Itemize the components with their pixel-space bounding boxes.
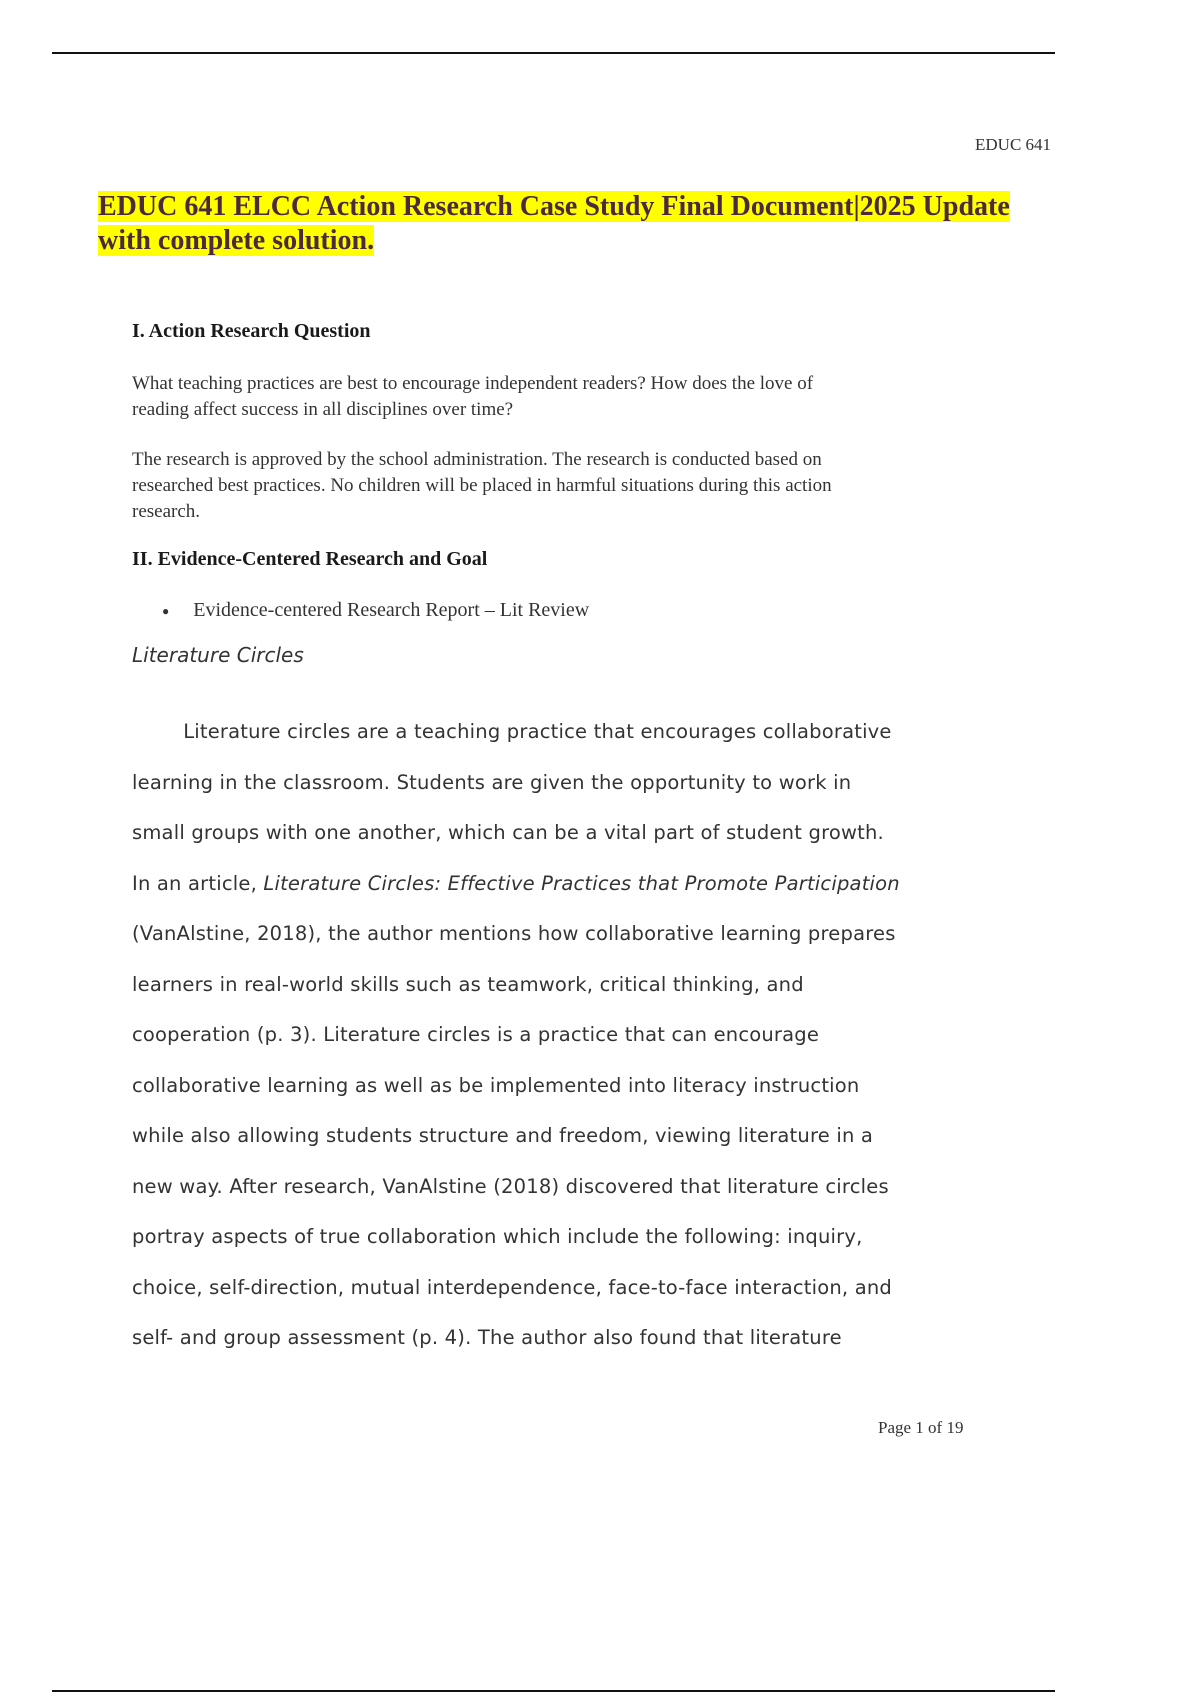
body-text: while also allowing students structure and freedom, viewing literature in a <box>132 1124 874 1147</box>
subheading-literature-circles: Literature Circles <box>132 643 304 667</box>
text-line: reading affect success in all disciplines over time? <box>132 399 514 420</box>
body-line <box>132 969 900 1020</box>
bullet-icon: ● <box>162 604 170 619</box>
text-line: research. <box>132 501 201 522</box>
body-line <box>132 1070 900 1121</box>
body-text: portray aspects of true collaboration which include the following: inquiry, <box>132 1225 863 1248</box>
text-line: What teaching practices are best to encourage independent readers? How does the love of <box>132 373 814 394</box>
body-text: learners in real-world skills such as teamwork, critical thinking, and <box>132 972 804 996</box>
bullet-item <box>162 597 589 624</box>
title-line-1: EDUC 641 ELCC Action Research Case Study Final Document|2025 Update <box>98 191 1010 222</box>
body-text: Literature circles are a teaching practice that encourages collaborative <box>132 720 892 743</box>
body-line <box>132 1019 900 1070</box>
body-text: self- and group assessment (p. 4). The author also found that literature <box>132 1326 842 1349</box>
body-text: learning in the classroom. Students are given the opportunity to work in <box>132 770 852 794</box>
body-line <box>132 1221 900 1272</box>
bullet-text: Evidence-centered Research Report – Lit Review <box>193 599 590 621</box>
body-line <box>132 817 900 868</box>
body-line <box>132 1272 900 1323</box>
body-text: new way. After research, VanAlstine (2018) discovered that literature circles <box>132 1174 889 1198</box>
body-text: In an article, <box>132 871 264 895</box>
article-title: Literature Circles: Effective Practices that Promote Participation <box>263 871 900 895</box>
body-text: (VanAlstine, 2018), the author mentions how collaborative learning prepares <box>132 922 896 945</box>
body-paragraph <box>132 716 900 1373</box>
body-text: choice, self-direction, mutual interdependence, face-to-face interaction, and <box>132 1275 892 1299</box>
body-text: collaborative learning as well as be implemented into literacy instruction <box>132 1073 860 1097</box>
body-text: cooperation (p. 3). Literature circles is a practice that can encourage <box>132 1023 820 1046</box>
approval-paragraph <box>132 447 832 525</box>
body-line <box>132 868 900 919</box>
bottom-rule <box>52 1690 1055 1692</box>
top-rule <box>52 52 1055 54</box>
body-text: small groups with one another, which can be a vital part of student growth. <box>132 821 884 844</box>
body-line <box>132 1322 900 1373</box>
body-line <box>132 1120 900 1171</box>
section-2-heading: II. Evidence-Centered Research and Goal <box>132 548 488 570</box>
title-line-2: with complete solution. <box>98 225 375 256</box>
body-line <box>132 767 900 818</box>
text-line: The research is approved by the school administration. The research is conducted based on <box>132 449 822 470</box>
document-title <box>98 190 1010 258</box>
text-line: researched best practices. No children will be placed in harmful situations during this action <box>132 475 832 496</box>
body-line <box>132 1171 900 1222</box>
research-question <box>132 371 813 423</box>
running-header: EDUC 641 <box>975 135 1052 154</box>
page-number: Page 1 of 19 <box>878 1418 964 1437</box>
body-line <box>132 918 900 969</box>
body-line <box>132 716 900 767</box>
section-1-heading: I. Action Research Question <box>132 320 371 342</box>
